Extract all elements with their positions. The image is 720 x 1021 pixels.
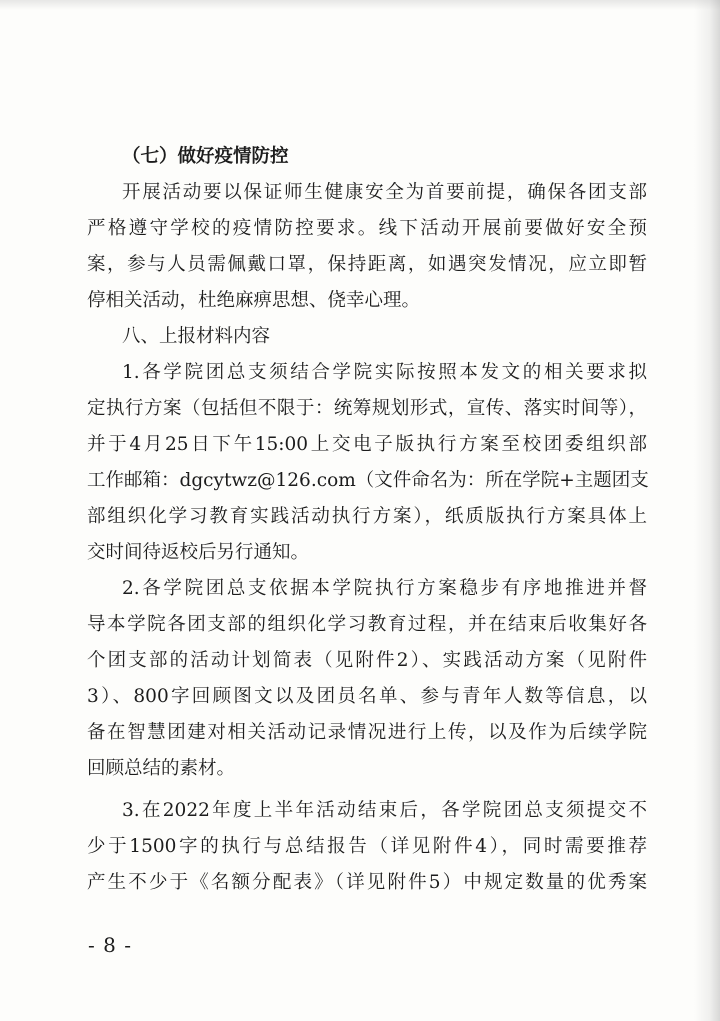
item-3-line: 产生不少于《名额分配表》（详见附件5）中规定数量的优秀案 bbox=[87, 872, 647, 893]
section-7-heading: （七）做好疫情防控 bbox=[122, 146, 289, 167]
item-1-line: 交时间待返校后另行通知。 bbox=[87, 542, 310, 563]
item-1-line: 部组织化学习教育实践活动执行方案），纸质版执行方案具体上 bbox=[87, 506, 647, 527]
item-1-line: 并于4月25日下午15:00上交电子版执行方案至校团委组织部 bbox=[87, 434, 647, 455]
paragraph-line: 严格遵守学校的疫情防控要求。线下活动开展前要做好安全预 bbox=[87, 218, 647, 239]
page-number: - 8 - bbox=[88, 933, 132, 957]
item-2-line: 备在智慧团建对相关活动记录情况进行上传，以及作为后续学院 bbox=[87, 722, 647, 743]
item-3-line: 少于1500字的执行与总结报告（详见附件4），同时需要推荐 bbox=[87, 836, 647, 857]
item-2-line: 3）、800字回顾图文以及团员名单、参与青年人数等信息，以 bbox=[87, 686, 647, 707]
item-1-line: 定执行方案（包括但不限于：统筹规划形式，宣传、落实时间等）， bbox=[87, 398, 647, 419]
item-2-line: 导本学院各团支部的组织化学习教育过程，并在结束后收集好各 bbox=[87, 614, 647, 635]
section-8-heading: 八、上报材料内容 bbox=[122, 326, 271, 347]
item-2-line: 回顾总结的素材。 bbox=[87, 758, 236, 779]
item-2-line: 2.各学院团总支依据本学院执行方案稳步有序地推进并督 bbox=[122, 578, 647, 599]
item-1-line: 工作邮箱：dgcytwz@126.com（文件命名为：所在学院+主题团支 bbox=[87, 470, 649, 491]
scan-shadow-top bbox=[0, 0, 720, 10]
item-2-line: 个团支部的活动计划简表（见附件2）、实践活动方案（见附件 bbox=[87, 650, 647, 671]
paragraph-line: 开展活动要以保证师生健康安全为首要前提，确保各团支部 bbox=[122, 182, 647, 203]
scan-shadow-right bbox=[694, 0, 720, 1021]
item-1-line: 1.各学院团总支须结合学院实际按照本发文的相关要求拟 bbox=[122, 362, 647, 383]
paragraph-line: 案，参与人员需佩戴口罩，保持距离，如遇突发情况，应立即暂 bbox=[87, 254, 647, 275]
item-3-line: 3.在2022年度上半年活动结束后，各学院团总支须提交不 bbox=[122, 800, 647, 821]
paragraph-line: 停相关活动，杜绝麻痹思想、侥幸心理。 bbox=[87, 290, 421, 311]
